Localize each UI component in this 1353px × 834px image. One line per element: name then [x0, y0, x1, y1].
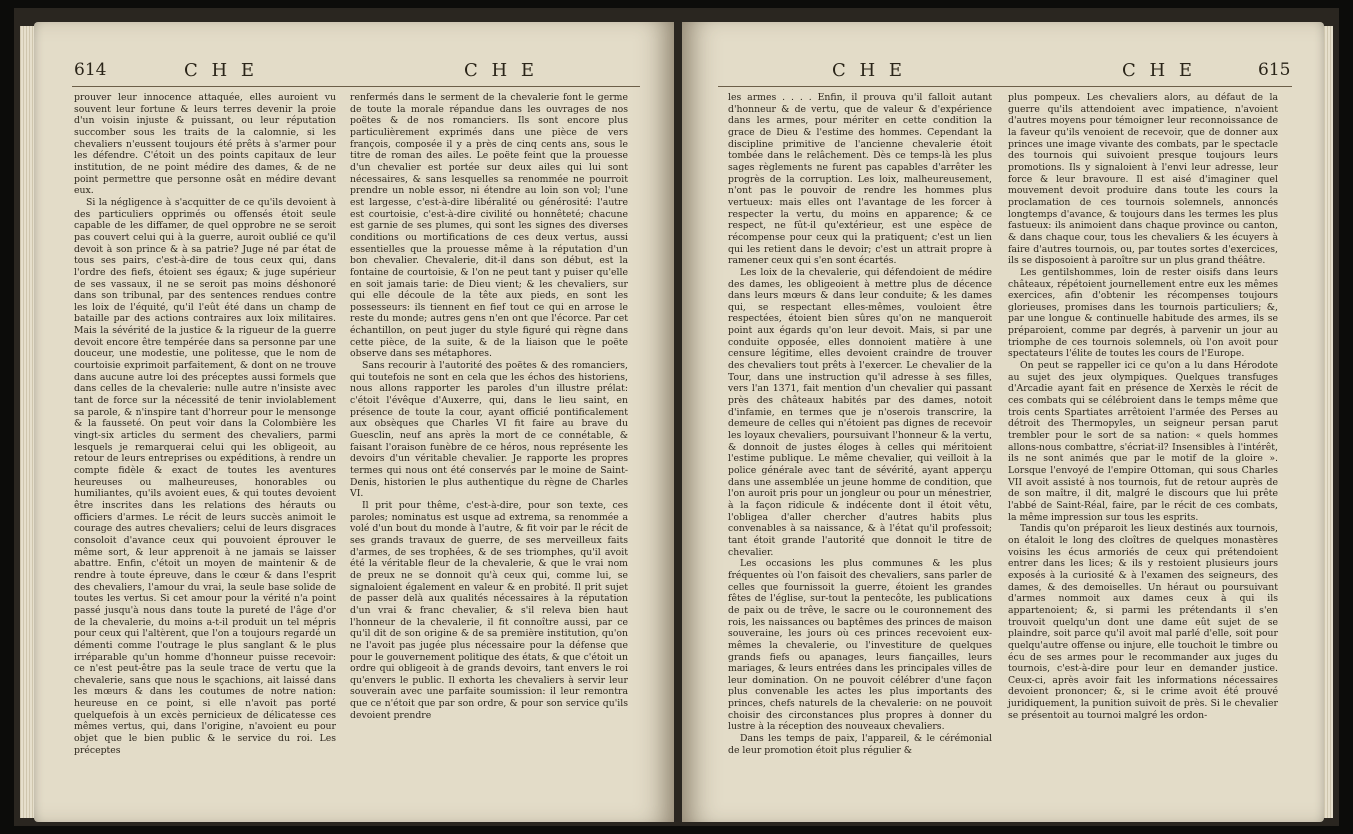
paragraph: Sans recourir à l'autorité des poëtes & des romanciers, qui toutefois ne sont en cela que les échos des historiens, nous allons rapporter les paroles d'un illustre prélat: c'étoit l'évêque d'Auxerre, qui, dans le lieu saint, en présence de toute la cour, ayant officié pontificalement aux obsèques que Charles VI fit faire au brave du Guesclin, neuf ans après la mort de ce connétable, & faisant l'oraison funèbre de ce héros, nous représente les devoirs d'un véritable chevalier. Je rapporte les propres termes qui nous ont été conservés par le moine de Saint-Denis, historien le plus authentique du règne de Charles VI.	[350, 360, 628, 500]
running-head-left-1: C H E	[184, 60, 259, 81]
paragraph: On peut se rappeller ici ce qu'on a lu dans Hérodote au sujet des jeux olympiques. Quelques transfuges d'Arcadie ayant fait en présence de Xerxès le récit de ces combats qui se célébroient dans le temps même que trois cents Spartiates arrêtoient l'armée des Perses au détroit des Thermopyles, un seigneur persan parut trembler pour le sort de sa nation: « quels hommes allons-nous combattre, s'écriat-il? Insensibles à l'intérêt, ils ne sont animés que par le motif de la gloire ». Lorsque l'envoyé de l'empire Ottoman, qui sous Charles VII avoit assisté à nos tournois, fut de retour auprès de de son maître, il dit, malgré le discours que lui prête l'abbé de Saint-Réal, faire, par le récit de ces combats, la même impression sur tous les esprits.	[1008, 360, 1278, 523]
running-head-right-1: C H E	[832, 60, 907, 81]
paragraph: plus pompeux. Les chevaliers alors, au défaut de la guerre qu'ils attendoient avec impatience, n'avoient d'autres moyens pour témoigner leur reconnoissance de la faveur qu'ils venoient de recevoir, que de donner aux princes une image vivante des combats, par le spectacle des tournois qui suivoient presque toujours leurs promotions. Ils y signaloient à l'envi leur adresse, leur force & leur bravoure. Il est aisé d'imaginer quel mouvement devoit produire dans toute les cours la proclamation de ces tournois solemnels, annoncés longtemps d'avance, & toujours dans les termes les plus fastueux: ils animoient dans chaque province ou canton, & dans chaque cour, tous les chevaliers & les écuyers à faire d'autres tournois, ou, par toutes sortes d'exercices, ils se disposoient à paroître sur un plus grand théâtre.	[1008, 92, 1278, 267]
page-number-left: 614	[74, 60, 107, 80]
paragraph: Les gentilshommes, loin de rester oisifs dans leurs châteaux, répétoient journellement entre eux les mêmes exercices, afin d'obtenir les récompenses toujours glorieuses, promises dans les tournois particuliers; &, par une longue & continuelle habitude des armes, ils se préparoient, comme par degrés, à parvenir un jour au triomphe de ces tournois solemnels, où l'on avoit pour spectateurs l'élite de toutes les cours de l'Europe.	[1008, 266, 1278, 360]
paragraph: Les loix de la chevalerie, qui défendoient de médire des dames, les obligeoient à mettre plus de décence dans leurs mœurs & dans leur conduite; & les dames qui, se respectant elles-mêmes, vouloient être respectées, étoient bien sûres qu'on ne manqueroit point aux égards qu'on leur devoit. Mais, si par une conduite opposée, elles donnoient matière à une censure légitime, elles devoient craindre de trouver des chevaliers tout prêts à l'exercer. Le chevalier de la Tour, dans une instruction qu'il adresse à ses filles, vers l'an 1371, fait mention d'un chevalier qui passant près des châteaux habités par des dames, notoit d'infamie, en termes que je n'oserois transcrire, la demeure de celles qui n'étoient pas dignes de recevoir les loyaux chevaliers, poursuivant l'honneur & la vertu, & donnoit de justes éloges à celles qui méritoient l'estime publique. Le même chevalier, qui veilloit à la police générale avec tant de sévérité, ayant apperçu dans une assemblée un jeune homme de condition, que l'on auroit pris pour un jongleur ou pour un ménestrier, à la façon ridicule & indécente dont il étoit vêtu, l'obligea d'aller chercher d'autres habits plus convenables à sa naissance, & à l'état qu'il professoit; tant étoit grande l'autorité que donnoit le titre de chevalier.	[728, 266, 992, 558]
paragraph: Les occasions les plus communes & les plus fréquentes où l'on faisoit des chevaliers, sans parler de celles que fournissoit la guerre, étoient les grandes fêtes de l'église, sur-tout la pentecôte, les publications de paix ou de trêve, le sacre ou le couronnement des rois, les naissances ou baptêmes des princes de maison souveraine, les jours où ces princes recevoient eux-mêmes la chevalerie, ou l'investiture de quelques grands fiefs ou apanages, leurs fiançailles, leurs mariages, & leurs entrées dans les principales villes de leur domination. On ne pouvoit célébrer d'une façon plus convenable les actes les plus importants des princes, chefs naturels de la chevalerie: on ne pouvoit choisir des circonstances plus propres à donner du lustre à la réception des nouveaux chevaliers.	[728, 558, 992, 733]
page-edges-left	[20, 26, 34, 818]
paragraph: prouver leur innocence attaquée, elles auroient vu souvent leur fortune & leurs terres devenir la proie d'un voisin injuste & puissant, ou leur réputation succomber sous les traits de la calomnie, si les chevaliers n'eussent toujours été prêts à s'armer pour les défendre. C'étoit un des points capitaux de leur institution, de ne point médire des dames, & de ne point permettre que personne osât en médire devant eux.	[74, 92, 336, 197]
paragraph: Tandis qu'on préparoit les lieux destinés aux tournois, on étaloit le long des cloîtres de quelques monastères voisins les écus armoriés de ceux qui prétendoient entrer dans les lices; & ils y restoient plusieurs jours exposés à la curiosité & à l'examen des seigneurs, des dames, & des demoiselles. Un héraut ou poursuivant d'armes nommoit aux dames ceux à qui ils appartenoient; &, si parmi les prétendants il s'en trouvoit quelqu'un dont une dame eût sujet de se plaindre, soit parce qu'il avoit mal parlé d'elle, soit pour quelqu'autre offense ou injure, elle touchoit le timbre ou écu de ses armes pour le recommander aux juges du tournois, c'est-à-dire pour leur en demander justice. Ceux-ci, après avoir fait les informations nécessaires devoient prononcer; &, si le crime avoit été prouvé juridiquement, la punition suivoit de près. Si le chevalier se présentoit au tournoi malgré les ordon-	[1008, 523, 1278, 721]
left-page-column-2	[350, 92, 628, 721]
header-rule-left	[72, 86, 640, 87]
running-head-left-2: C H E	[464, 60, 539, 81]
right-page-column-2	[1008, 92, 1278, 721]
header-rule-right	[718, 86, 1292, 87]
left-page	[34, 22, 674, 822]
right-page-column-1	[728, 92, 992, 756]
paragraph: Si la négligence à s'acquitter de ce qu'ils devoient à des particuliers opprimés ou offensés étoit seule capable de les diffamer, de quel opprobre ne se seroit pas couvert celui qui à la guerre, auroit oublié ce qu'il devoit à son prince & à sa patrie? Juge né par état de tous ses pairs, c'est-à-dire de tous ceux qui, dans l'ordre des fiefs, étoient ses égaux; & juge supérieur de ses vassaux, il ne se seroit pas moins déshonoré dans son tribunal, par des sentences rendues contre les loix de l'équité, qu'il l'eût été dans un champ de bataille par des actions contraires aux loix militaires. Mais la sévérité de la justice & la rigueur de la guerre devoit encore être tempérée dans sa personne par une douceur, une modestie, une politesse, que le nom de courtoisie exprimoit parfaitement, & dont on ne trouve dans aucune autre loi des préceptes aussi formels que dans celles de la chevalerie: nulle autre n'insiste avec tant de force sur la nécessité de tenir inviolablement sa parole, & n'inspire tant d'horreur pour le mensonge & la fausseté. On peut voir dans la Colombière les vingt-six articles du serment des chevaliers, parmi lesquels je remarquerai celui qui les obligeoit, au retour de leurs entreprises ou expéditions, à rendre un compte fidèle & exact de toutes les aventures heureuses ou malheureuses, honorables ou humiliantes, qu'ils avoient eues, & qui toutes devoient être inscrites dans les relations des hérauts ou officiers d'armes. Le récit de leurs succès animoit le courage des autres chevaliers; celui de leurs disgraces consoloit d'avance ceux qui pouvoient éprouver le même sort, & leur apprenoit à ne jamais se laisser abattre. Enfin, c'étoit un moyen de maintenir & de rendre à toute épreuve, dans le cœur & dans l'esprit des chevaliers, l'amour du vrai, la seule base solide de toutes les vertus. Si cet amour pour la vérité n'a point passé jusqu'à nous dans toute la pureté de l'âge d'or de la chevalerie, du moins a-t-il produit un tel mépris pour ceux qui l'altèrent, que l'on a toujours regardé un démenti comme l'outrage le plus sanglant & le plus irréparable qu'un homme d'honneur puisse recevoir: ce n'est peut-être pas la seule trace de vertu que la chevalerie, sans que nous le sçachions, ait laissé dans les mœurs & dans les coutumes de notre nation: heureuse en ce point, si elle n'avoit pas porté quelquefois à un excès pernicieux de délicatesse ces mêmes vertus, qui, dans l'origine, n'avoient eu pour objet que le bien public & le service du roi. Les préceptes	[74, 196, 336, 756]
left-page-column-1	[74, 92, 336, 756]
running-head-right-2: C H E	[1122, 60, 1197, 81]
paragraph: Il prit pour thême, c'est-à-dire, pour son texte, ces paroles; nominatus est usque ad extrema, sa renommée a volé d'un bout du monde à l'autre, & fit voir par le récit de ses grands travaux de guerre, de ses merveilleux faits d'armes, de ses trophées, & de ses triomphes, qu'il avoit été la véritable fleur de la chevalerie, & que le vrai nom de preux ne se donnoit qu'à ceux qui, comme lui, se signaloient également en valeur & en probité. Il prit sujet de passer delà aux qualités nécessaires à la réputation d'un vrai & franc chevalier, & s'il releva bien haut l'honneur de la chevalerie, il fit connoître aussi, par ce qu'il dit de son origine & de sa première institution, qu'on ne l'avoit pas jugée plus nécessaire pour la défense que pour le gouvernement politique des états, & que c'étoit un ordre qui obligeoit à de grands devoirs, tant envers le roi qu'envers le public. Il exhorta les chevaliers à servir leur souverain avec une parfaite soumission: il leur remontra que ce n'étoit que par son ordre, & pour son service qu'ils devoient prendre	[350, 499, 628, 721]
paragraph: Dans les temps de paix, l'appareil, & le cérémonial de leur promotion étoit plus régulier &	[728, 733, 992, 756]
book-spread	[14, 8, 1339, 826]
page-number-right: 615	[1258, 60, 1291, 80]
paragraph: les armes . . . . Enfin, il prouva qu'il falloit autant d'honneur & de vertu, que de valeur & d'expérience dans les armes, pour mériter en cette condition la grace de Dieu & l'estime des hommes. Cependant la discipline primitive de l'ancienne chevalerie étoit tombée dans le relâchement. Dès ce temps-là les plus sages règlements ne furent pas capables d'arrêter les progrès de la corruption. Les loix, malheureusement, n'ont pas le pouvoir de rendre les hommes plus vertueux: mais elles ont l'avantage de les forcer à respecter la vertu, du moins en apparence; & ce respect, ne fût-il qu'extérieur, est une espèce de récompense pour ceux qui la pratiquent; c'est un lien qui les retient dans le devoir; c'est un attrait propre à ramener ceux qui s'en sont écartés.	[728, 92, 992, 267]
right-page	[682, 22, 1324, 822]
paragraph: renfermés dans le serment de la chevalerie font le germe de toute la morale répandue dans les ouvrages de nos poëtes & de nos romanciers. Ils sont encore plus particulièrement exprimés dans une pièce de vers françois, composée il y a près de cinq cents ans, sous le titre de roman des ailes. Le poëte feint que la prouesse d'un chevalier est portée sur deux ailes qui lui sont nécessaires, & sans lesquelles sa renommée ne pourroit prendre un noble essor, ni étendre au loin son vol; l'une est largesse, c'est-à-dire libéralité ou générosité: l'autre est courtoisie, c'est-à-dire civilité ou honnêteté; chacune est garnie de ses plumes, qui sont les signes des diverses conditions ou mortifications de ces deux vertus, aussi essentielles que la prouesse même à la réputation d'un bon chevalier. Chevalerie, dit-il dans son début, est la fontaine de courtoisie, & l'on ne peut tant y puiser qu'elle en soit jamais tarie: de Dieu vient; & les chevaliers, sur qui elle découle de la tête aux pieds, en sont les possesseurs: ils tiennent en fief tout ce qui en arrose le reste du monde; autres gens n'en ont que l'écorce. Par cet échantillon, on peut juger du style figuré qui règne dans cette pièce, de la suite, & de la liaison que le poëte observe dans ses métaphores.	[350, 92, 628, 360]
